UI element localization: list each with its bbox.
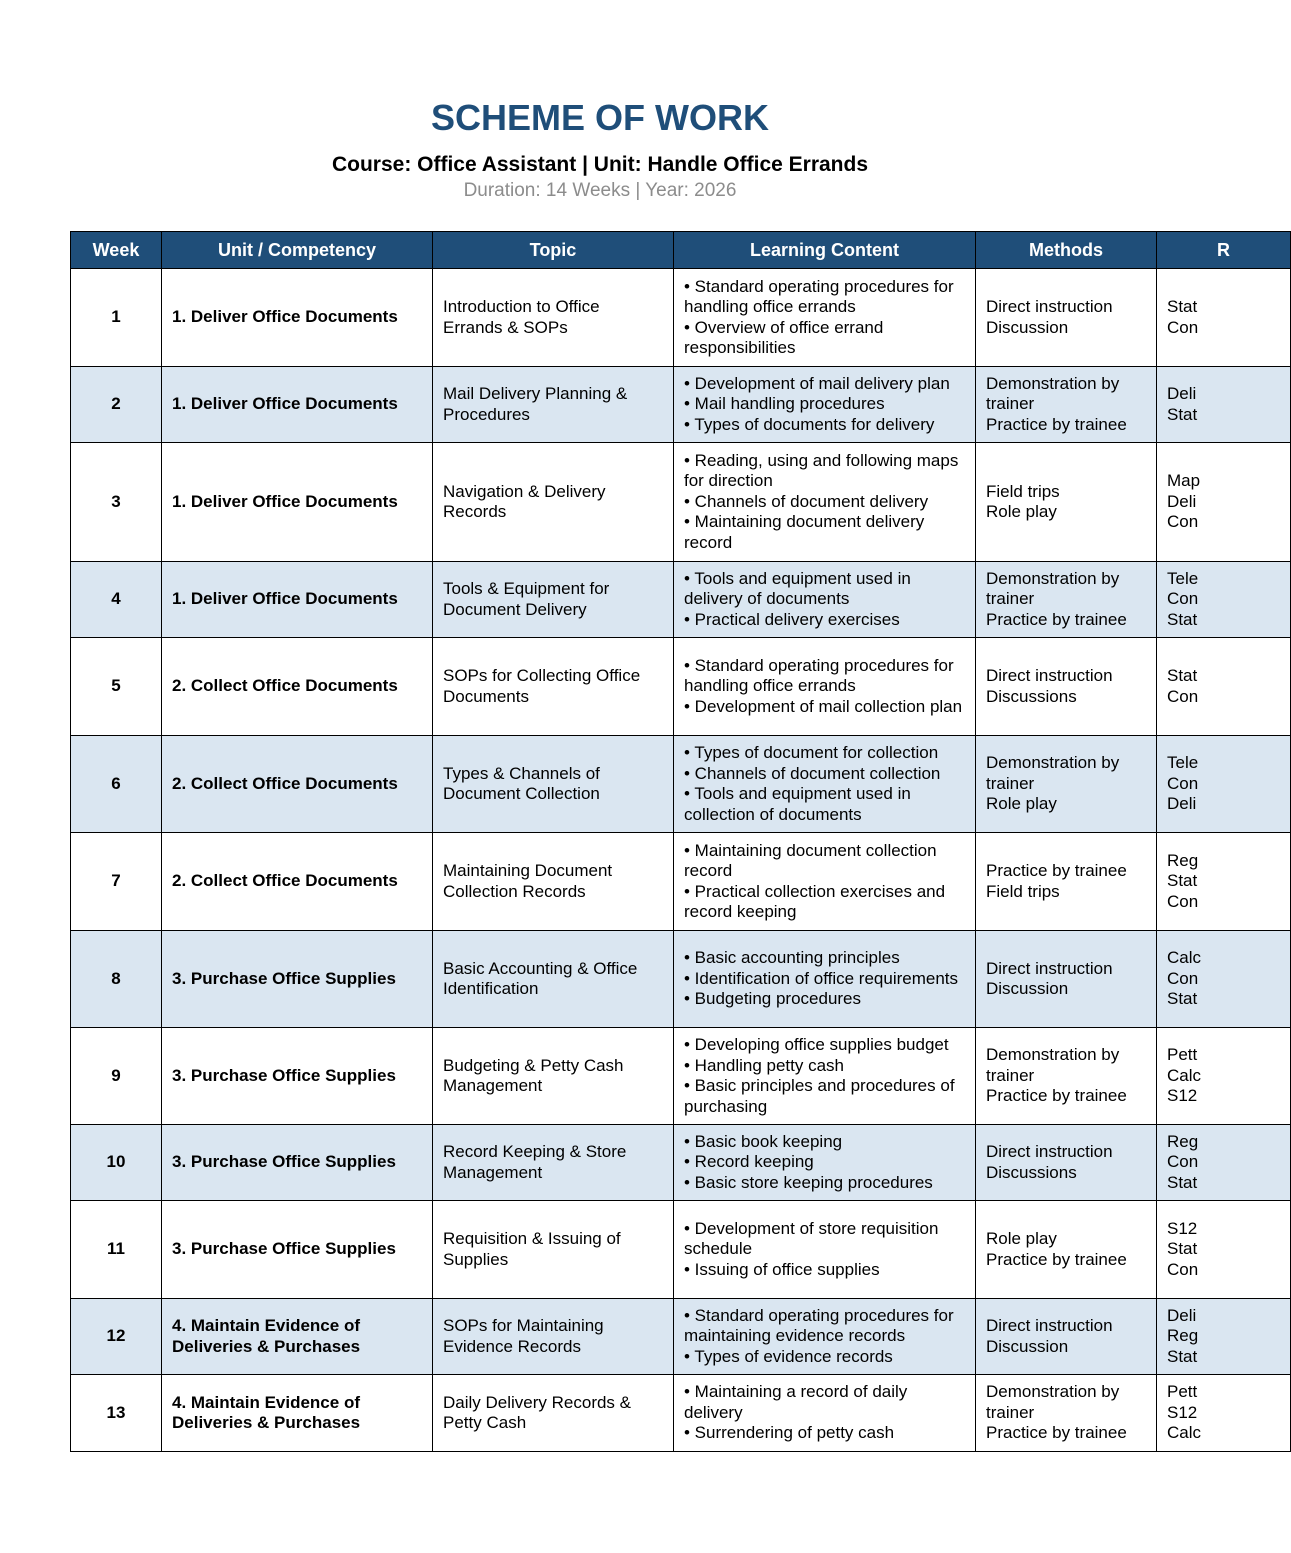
methods-cell bbox=[976, 1375, 1157, 1452]
week-cell: 2 bbox=[71, 367, 162, 443]
resource-item: Deli bbox=[1167, 1305, 1197, 1325]
unit-cell: 2. Collect Office Documents bbox=[162, 638, 433, 736]
column-header-unit: Unit / Competency bbox=[162, 232, 433, 269]
table-row bbox=[71, 1299, 1291, 1375]
unit-cell: 1. Deliver Office Documents bbox=[162, 443, 433, 562]
learning-content-item: • Overview of office errand responsibilities bbox=[684, 317, 884, 357]
week-cell: 11 bbox=[71, 1201, 162, 1299]
learning-content-item: • Types of evidence records bbox=[684, 1346, 893, 1366]
resource-item: Con bbox=[1167, 686, 1199, 706]
learning-content-item: • Maintaining a record of daily delivery bbox=[684, 1382, 908, 1422]
resources-cell bbox=[1157, 1201, 1291, 1299]
learning-content-item: • Standard operating procedures for handling office errands bbox=[684, 276, 954, 316]
learning-content-cell bbox=[674, 736, 976, 833]
learning-content-item: • Basic book keeping bbox=[684, 1131, 843, 1151]
learning-content-item: • Reading, using and following maps for direction bbox=[684, 450, 959, 491]
table-row bbox=[71, 931, 1291, 1028]
methods-cell bbox=[976, 736, 1157, 833]
learning-content-item: • Types of document for collection bbox=[684, 743, 939, 762]
learning-content-item: • Budgeting procedures bbox=[684, 989, 862, 1009]
resource-item: Stat bbox=[1167, 1172, 1198, 1192]
table-row bbox=[71, 1125, 1291, 1201]
resource-item: Reg bbox=[1167, 1326, 1199, 1346]
learning-content-cell bbox=[674, 931, 976, 1028]
column-header-methods: Methods bbox=[976, 232, 1157, 269]
learning-content-item: • Practical delivery exercises bbox=[684, 609, 900, 629]
method-item: Direct instruction bbox=[986, 666, 1113, 685]
resource-item: Deli bbox=[1167, 491, 1197, 511]
method-item: Field trips bbox=[986, 881, 1060, 901]
document-title: SCHEME OF WORK bbox=[431, 97, 769, 138]
resource-item: Pett bbox=[1167, 1382, 1198, 1402]
resource-item: Map bbox=[1167, 471, 1201, 491]
learning-content-cell bbox=[674, 1201, 976, 1299]
methods-cell bbox=[976, 1028, 1157, 1125]
resource-item: Stat bbox=[1167, 989, 1198, 1009]
methods-cell bbox=[976, 931, 1157, 1028]
week-cell: 7 bbox=[71, 833, 162, 931]
method-item: Role play bbox=[986, 1229, 1057, 1248]
resource-item: Stat bbox=[1167, 666, 1198, 685]
methods-cell bbox=[976, 833, 1157, 931]
table-row bbox=[71, 367, 1291, 443]
method-item: Demonstration by trainer bbox=[986, 1382, 1120, 1422]
table-row bbox=[71, 1375, 1291, 1452]
resource-item: Stat bbox=[1167, 404, 1198, 424]
learning-content-item: • Channels of document collection bbox=[684, 763, 941, 783]
learning-content-cell bbox=[674, 1299, 976, 1375]
methods-cell bbox=[976, 367, 1157, 443]
column-header-week: Week bbox=[71, 232, 162, 269]
learning-content-item: • Development of mail delivery plan bbox=[684, 373, 950, 393]
method-item: Role play bbox=[986, 794, 1057, 814]
week-cell: 5 bbox=[71, 638, 162, 736]
methods-cell bbox=[976, 1125, 1157, 1201]
method-item: Practice by trainee bbox=[986, 609, 1127, 629]
learning-content-item: • Identification of office requirements bbox=[684, 968, 959, 988]
table-row bbox=[71, 1201, 1291, 1299]
topic-cell: Maintaining Document Collection Records bbox=[433, 833, 674, 931]
resources-cell bbox=[1157, 638, 1291, 736]
resources-cell bbox=[1157, 833, 1291, 931]
method-item: Demonstration by trainer bbox=[986, 753, 1120, 793]
unit-cell: 4. Maintain Evidence of Deliveries & Purchases bbox=[162, 1299, 433, 1375]
method-item: Demonstration by trainer bbox=[986, 568, 1120, 609]
scheme-of-work-table bbox=[70, 231, 1291, 1452]
method-item: Practice by trainee bbox=[986, 414, 1127, 434]
table-row bbox=[71, 443, 1291, 562]
resource-item: S12 bbox=[1167, 1086, 1198, 1106]
unit-cell: 4. Maintain Evidence of Deliveries & Purchases bbox=[162, 1375, 433, 1452]
resource-item: Con bbox=[1167, 773, 1199, 793]
scheme-table-container bbox=[70, 231, 1230, 1461]
resource-item: S12 bbox=[1167, 1402, 1198, 1422]
method-item: Practice by trainee bbox=[986, 1249, 1127, 1269]
table-row bbox=[71, 1028, 1291, 1125]
method-item: Discussion bbox=[986, 317, 1069, 337]
resources-cell bbox=[1157, 367, 1291, 443]
learning-content-item: • Basic principles and procedures of purchasing bbox=[684, 1076, 955, 1116]
learning-content-cell bbox=[674, 638, 976, 736]
resource-item: Con bbox=[1167, 589, 1199, 609]
resource-item: Con bbox=[1167, 512, 1199, 532]
topic-cell: Navigation & Delivery Records bbox=[433, 443, 674, 562]
resource-item: Calc bbox=[1167, 1065, 1202, 1085]
method-item: Role play bbox=[986, 502, 1057, 521]
topic-cell: Requisition & Issuing of Supplies bbox=[433, 1201, 674, 1299]
learning-content-item: • Issuing of office supplies bbox=[684, 1259, 880, 1279]
resources-cell bbox=[1157, 1375, 1291, 1452]
duration-year-line: Duration: 14 Weeks | Year: 2026 bbox=[463, 180, 737, 201]
resources-cell bbox=[1157, 1028, 1291, 1125]
learning-content-item: • Types of documents for delivery bbox=[684, 414, 935, 434]
learning-content-item: • Mail handling procedures bbox=[684, 394, 885, 414]
method-item: Direct instruction bbox=[986, 297, 1113, 316]
learning-content-item: • Practical collection exercises and record keeping bbox=[684, 881, 946, 921]
unit-cell: 3. Purchase Office Supplies bbox=[162, 1125, 433, 1201]
learning-content-cell bbox=[674, 1028, 976, 1125]
resource-item: Con bbox=[1167, 1259, 1199, 1279]
unit-cell: 2. Collect Office Documents bbox=[162, 833, 433, 931]
topic-cell: SOPs for Collecting Office Documents bbox=[433, 638, 674, 736]
topic-cell: Types & Channels of Document Collection bbox=[433, 736, 674, 833]
unit-cell: 3. Purchase Office Supplies bbox=[162, 1028, 433, 1125]
methods-cell bbox=[976, 562, 1157, 638]
unit-cell: 1. Deliver Office Documents bbox=[162, 269, 433, 367]
topic-cell: Mail Delivery Planning & Procedures bbox=[433, 367, 674, 443]
method-item: Direct instruction bbox=[986, 958, 1113, 978]
resource-item: Calc bbox=[1167, 948, 1202, 968]
learning-content-cell bbox=[674, 269, 976, 367]
resource-item: Deli bbox=[1167, 384, 1197, 403]
resource-item: Stat bbox=[1167, 1239, 1198, 1259]
resource-item: Con bbox=[1167, 891, 1199, 911]
resource-item: Deli bbox=[1167, 794, 1197, 814]
method-item: Discussions bbox=[986, 686, 1077, 706]
resource-item: Stat bbox=[1167, 297, 1198, 316]
week-cell: 9 bbox=[71, 1028, 162, 1125]
learning-content-cell bbox=[674, 1375, 976, 1452]
learning-content-cell bbox=[674, 833, 976, 931]
unit-cell: 2. Collect Office Documents bbox=[162, 736, 433, 833]
method-item: Discussion bbox=[986, 1336, 1069, 1356]
method-item: Direct instruction bbox=[986, 1316, 1113, 1335]
resource-item: S12 bbox=[1167, 1218, 1198, 1238]
learning-content-item: • Handling petty cash bbox=[684, 1055, 844, 1075]
resource-item: Con bbox=[1167, 1152, 1199, 1172]
topic-cell: Tools & Equipment for Document Delivery bbox=[433, 562, 674, 638]
learning-content-item: • Record keeping bbox=[684, 1152, 814, 1172]
method-item: Practice by trainee bbox=[986, 861, 1127, 880]
learning-content-item: • Development of store requisition schedule bbox=[684, 1218, 939, 1259]
resource-item: Reg bbox=[1167, 1131, 1199, 1151]
resources-cell bbox=[1157, 1125, 1291, 1201]
week-cell: 8 bbox=[71, 931, 162, 1028]
topic-cell: SOPs for Maintaining Evidence Records bbox=[433, 1299, 674, 1375]
learning-content-item: • Channels of document delivery bbox=[684, 491, 929, 511]
unit-cell: 1. Deliver Office Documents bbox=[162, 562, 433, 638]
table-row bbox=[71, 562, 1291, 638]
course-unit-line: Course: Office Assistant | Unit: Handle Office Errands bbox=[331, 153, 869, 176]
table-row bbox=[71, 269, 1291, 367]
week-cell: 4 bbox=[71, 562, 162, 638]
learning-content-cell bbox=[674, 1125, 976, 1201]
resource-item: Tele bbox=[1167, 568, 1199, 588]
learning-content-item: • Basic store keeping procedures bbox=[684, 1172, 933, 1192]
learning-content-cell bbox=[674, 443, 976, 562]
resources-cell bbox=[1157, 931, 1291, 1028]
table-row bbox=[71, 736, 1291, 833]
week-cell: 3 bbox=[71, 443, 162, 562]
table-row bbox=[71, 638, 1291, 736]
table-body bbox=[71, 269, 1291, 1452]
methods-cell bbox=[976, 638, 1157, 736]
resource-item: Calc bbox=[1167, 1423, 1202, 1443]
week-cell: 13 bbox=[71, 1375, 162, 1452]
method-item: Demonstration by trainer bbox=[986, 1045, 1120, 1085]
topic-cell: Basic Accounting & Office Identification bbox=[433, 931, 674, 1028]
unit-cell: 3. Purchase Office Supplies bbox=[162, 931, 433, 1028]
methods-cell bbox=[976, 1299, 1157, 1375]
column-header-learning-content: Learning Content bbox=[674, 232, 976, 269]
resource-item: Stat bbox=[1167, 609, 1198, 629]
table-row bbox=[71, 833, 1291, 931]
method-item: Demonstration by trainer bbox=[986, 373, 1120, 414]
method-item: Field trips bbox=[986, 481, 1060, 501]
topic-cell: Budgeting & Petty Cash Management bbox=[433, 1028, 674, 1125]
resource-item: Con bbox=[1167, 968, 1199, 988]
resource-item: Stat bbox=[1167, 871, 1198, 891]
method-item: Discussions bbox=[986, 1162, 1077, 1182]
method-item: Practice by trainee bbox=[986, 1423, 1127, 1443]
learning-content-item: • Surrendering of petty cash bbox=[684, 1423, 895, 1443]
resource-item: Tele bbox=[1167, 753, 1199, 773]
column-header-topic: Topic bbox=[433, 232, 674, 269]
learning-content-item: • Tools and equipment used in delivery of documents bbox=[684, 568, 911, 609]
resources-cell bbox=[1157, 1299, 1291, 1375]
learning-content-cell bbox=[674, 367, 976, 443]
method-item: Direct instruction bbox=[986, 1142, 1113, 1161]
unit-cell: 3. Purchase Office Supplies bbox=[162, 1201, 433, 1299]
topic-cell: Record Keeping & Store Management bbox=[433, 1125, 674, 1201]
resource-item: Stat bbox=[1167, 1346, 1198, 1366]
topic-cell: Introduction to Office Errands & SOPs bbox=[433, 269, 674, 367]
learning-content-item: • Developing office supplies budget bbox=[684, 1035, 949, 1054]
method-item: Practice by trainee bbox=[986, 1086, 1127, 1106]
table-header-row bbox=[71, 232, 1291, 269]
learning-content-item: • Basic accounting principles bbox=[684, 948, 900, 968]
methods-cell bbox=[976, 269, 1157, 367]
unit-cell: 1. Deliver Office Documents bbox=[162, 367, 433, 443]
learning-content-item: • Tools and equipment used in collection of documents bbox=[684, 784, 911, 824]
method-item: Discussion bbox=[986, 979, 1069, 998]
learning-content-cell bbox=[674, 562, 976, 638]
resources-cell bbox=[1157, 736, 1291, 833]
resource-item: Pett bbox=[1167, 1045, 1198, 1065]
methods-cell bbox=[976, 1201, 1157, 1299]
learning-content-item: • Standard operating procedures for maintaining evidence records bbox=[684, 1305, 954, 1346]
week-cell: 6 bbox=[71, 736, 162, 833]
resources-cell bbox=[1157, 269, 1291, 367]
learning-content-item: • Standard operating procedures for handling office errands bbox=[684, 655, 954, 696]
resource-item: Con bbox=[1167, 317, 1199, 337]
learning-content-item: • Development of mail collection plan bbox=[684, 696, 963, 716]
column-header-resources: R bbox=[1157, 232, 1291, 269]
resources-cell bbox=[1157, 562, 1291, 638]
learning-content-item: • Maintaining document collection record bbox=[684, 840, 937, 880]
week-cell: 10 bbox=[71, 1125, 162, 1201]
week-cell: 1 bbox=[71, 269, 162, 367]
learning-content-item: • Maintaining document delivery record bbox=[684, 512, 925, 552]
resources-cell bbox=[1157, 443, 1291, 562]
week-cell: 12 bbox=[71, 1299, 162, 1375]
topic-cell: Daily Delivery Records & Petty Cash bbox=[433, 1375, 674, 1452]
resource-item: Reg bbox=[1167, 850, 1199, 870]
methods-cell bbox=[976, 443, 1157, 562]
